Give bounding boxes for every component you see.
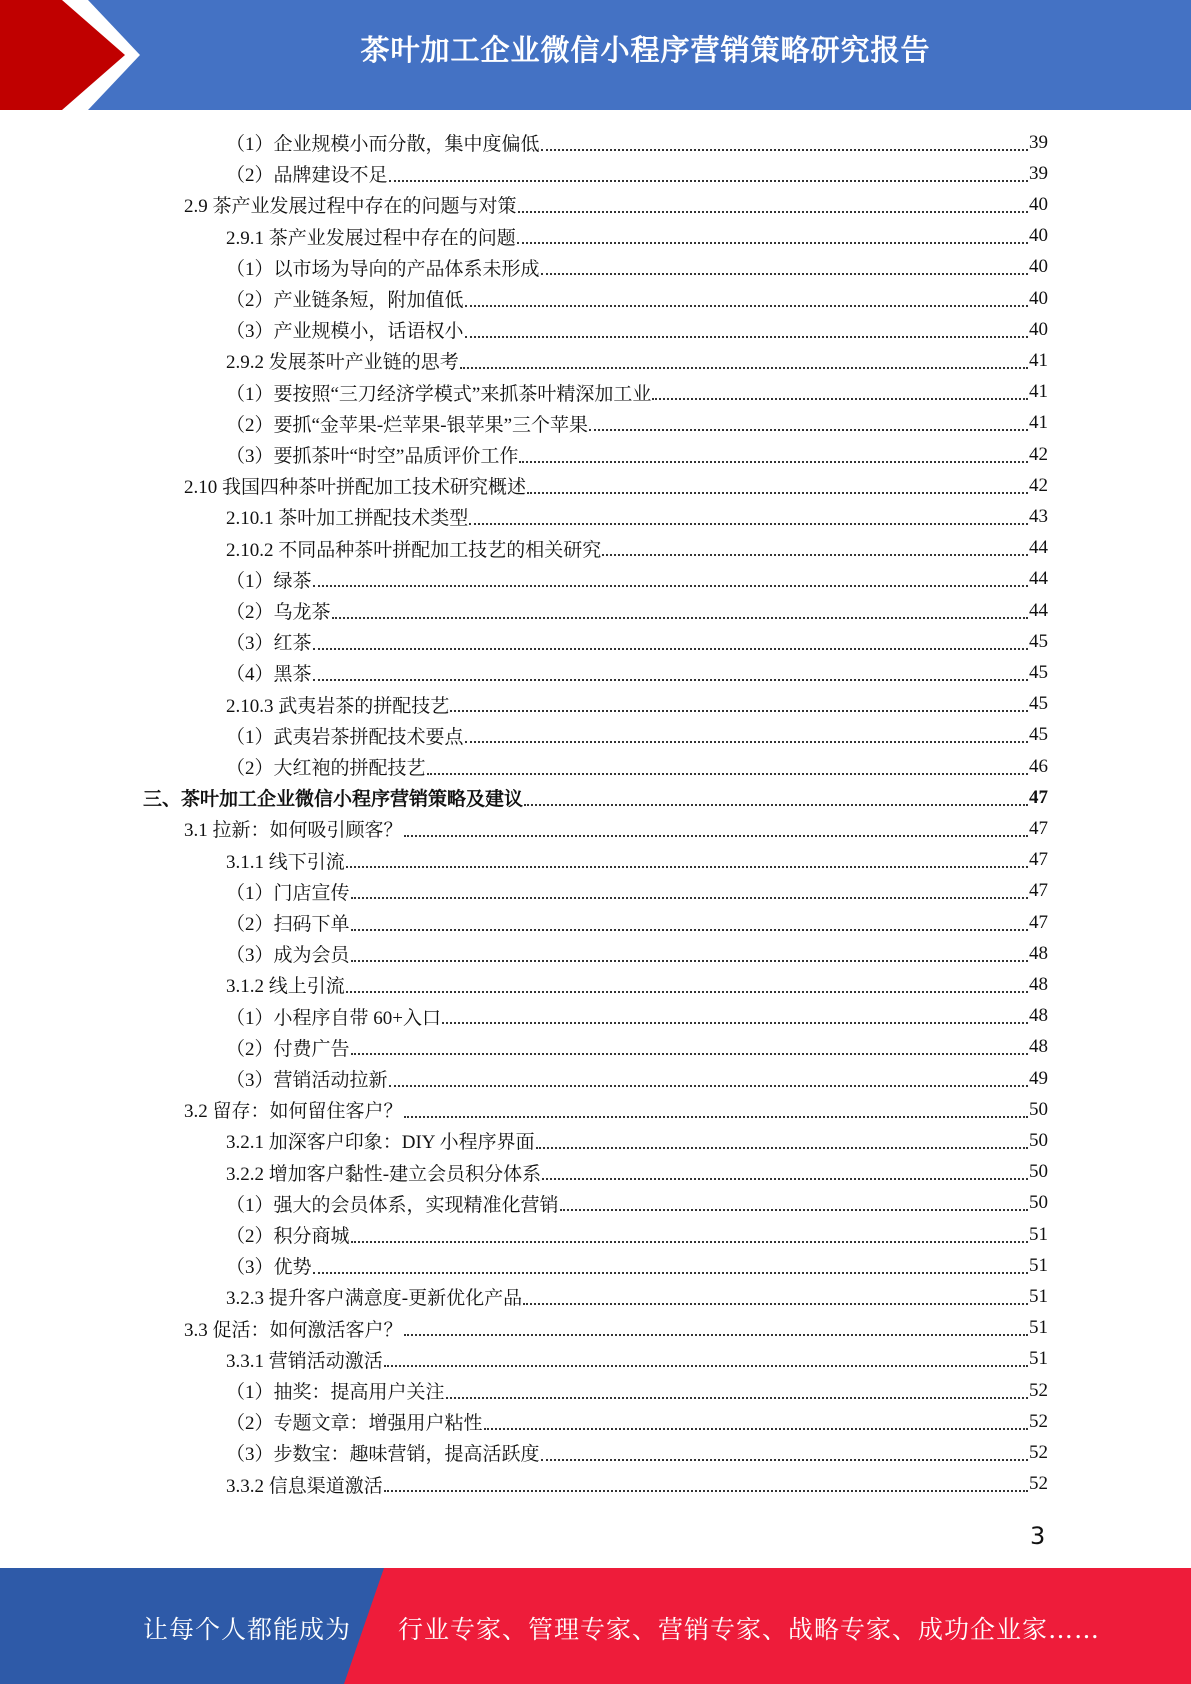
toc-dot-leader bbox=[384, 1490, 1028, 1492]
toc-entry-title: 三、茶叶加工企业微信小程序营销策略及建议 bbox=[143, 789, 524, 811]
page-number: 3 bbox=[1030, 1522, 1046, 1550]
toc-entry[interactable] bbox=[226, 1219, 1048, 1250]
toc-entry-title: （2）扫码下单 bbox=[226, 914, 350, 935]
toc-entry[interactable] bbox=[226, 1406, 1048, 1437]
toc-entry-title: （1）企业规模小而分散，集中度偏低 bbox=[226, 134, 540, 155]
toc-dot-leader bbox=[346, 866, 1028, 868]
toc-entry-page: 46 bbox=[1029, 755, 1048, 777]
toc-entry[interactable] bbox=[226, 595, 1048, 626]
toc-entry-title: （3）步数宝：趣味营销，提高活跃度 bbox=[226, 1444, 540, 1466]
toc-dot-leader bbox=[404, 1116, 1028, 1118]
toc-entry-title: （1）强大的会员体系，实现精准化营销 bbox=[226, 1194, 559, 1216]
toc-entry[interactable] bbox=[226, 1032, 1048, 1063]
toc-entry-page: 47 bbox=[1029, 849, 1048, 871]
toc-entry-page: 44 bbox=[1029, 599, 1048, 621]
toc-entry-title: 2.10.3 武夷岩茶的拼配技艺 bbox=[226, 695, 450, 717]
toc-entry-page: 40 bbox=[1029, 225, 1048, 247]
toc-entry-title: （3）产业规模小，话语权小 bbox=[226, 321, 464, 343]
toc-entry-title: （2）品牌建设不足 bbox=[226, 165, 388, 187]
toc-entry-page: 42 bbox=[1029, 443, 1048, 465]
toc-entry-title: 3.3 促活：如何激活客户？ bbox=[184, 1319, 403, 1341]
toc-entry-page: 48 bbox=[1029, 1005, 1048, 1027]
toc-entry-title: （2）要抓“金苹果-烂苹果-银苹果”三个苹果 bbox=[226, 414, 589, 436]
toc-entry[interactable] bbox=[226, 1344, 1048, 1375]
toc-entry[interactable] bbox=[226, 969, 1048, 1000]
toc-entry-page: 44 bbox=[1029, 568, 1048, 590]
toc-entry-page: 50 bbox=[1029, 1161, 1048, 1183]
toc-entry[interactable] bbox=[226, 158, 1048, 189]
toc-dot-leader bbox=[523, 1303, 1028, 1305]
toc-dot-leader bbox=[602, 554, 1028, 556]
toc-dot-leader bbox=[389, 180, 1028, 182]
toc-entry[interactable] bbox=[226, 314, 1048, 345]
toc-entry[interactable] bbox=[184, 470, 1048, 501]
footer-banner bbox=[0, 1568, 1191, 1684]
toc-entry[interactable] bbox=[143, 782, 1048, 813]
toc-dot-leader bbox=[465, 336, 1028, 338]
toc-entry-title: （2）专题文章：增强用户粘性 bbox=[226, 1413, 483, 1435]
toc-entry-page: 43 bbox=[1029, 505, 1048, 527]
toc-dot-leader bbox=[313, 585, 1028, 587]
toc-entry[interactable] bbox=[226, 876, 1048, 907]
toc-entry[interactable] bbox=[226, 907, 1048, 938]
toc-dot-leader bbox=[389, 1085, 1028, 1087]
toc-dot-leader bbox=[518, 211, 1028, 213]
toc-entry[interactable] bbox=[226, 1375, 1048, 1406]
toc-entry[interactable] bbox=[226, 252, 1048, 283]
toc-entry[interactable] bbox=[184, 1094, 1048, 1125]
toc-entry-page: 50 bbox=[1029, 1129, 1048, 1151]
toc-entry-page: 44 bbox=[1029, 537, 1048, 559]
toc-dot-leader bbox=[351, 1241, 1028, 1243]
toc-entry-page: 45 bbox=[1029, 630, 1048, 652]
toc-entry-page: 39 bbox=[1029, 162, 1048, 184]
toc-entry[interactable] bbox=[226, 1063, 1048, 1094]
footer-slogan-left: 让每个人都能成为 bbox=[143, 1615, 352, 1644]
toc-entry-title: （3）红茶 bbox=[226, 633, 312, 655]
toc-dot-leader bbox=[541, 1459, 1028, 1461]
toc-dot-leader bbox=[517, 242, 1028, 244]
header-banner bbox=[0, 0, 1191, 110]
toc-dot-leader bbox=[351, 960, 1028, 962]
toc-entry-page: 47 bbox=[1029, 911, 1048, 933]
toc-entry[interactable] bbox=[226, 127, 1048, 158]
toc-entry-page: 41 bbox=[1029, 412, 1048, 434]
toc-entry-title: 2.10.2 不同品种茶叶拼配加工技艺的相关研究 bbox=[226, 539, 602, 561]
toc-entry-title: （1）抽奖：提高用户关注 bbox=[226, 1382, 445, 1403]
toc-entry-title: 2.9.2 发展茶叶产业链的思考 bbox=[226, 352, 459, 374]
toc-dot-leader bbox=[469, 523, 1028, 525]
toc-dot-leader bbox=[519, 461, 1028, 463]
toc-entry-title: （2）产业链条短，附加值低 bbox=[226, 290, 464, 311]
toc-dot-leader bbox=[652, 398, 1028, 400]
toc-dot-leader bbox=[404, 835, 1028, 837]
toc-entry-page: 48 bbox=[1029, 973, 1048, 995]
toc-dot-leader bbox=[450, 710, 1028, 712]
toc-entry[interactable] bbox=[226, 533, 1048, 564]
toc-dot-leader bbox=[313, 648, 1028, 650]
toc-entry[interactable] bbox=[226, 1281, 1048, 1312]
toc-entry-title: （4）黑茶 bbox=[226, 664, 312, 686]
toc-entry-page: 45 bbox=[1029, 661, 1048, 683]
toc-entry[interactable] bbox=[226, 345, 1048, 376]
toc-entry-title: （1）以市场为导向的产品体系未形成 bbox=[226, 258, 540, 280]
toc-entry-page: 41 bbox=[1029, 349, 1048, 371]
toc-dot-leader bbox=[542, 1178, 1028, 1180]
toc-entry-page: 51 bbox=[1029, 1348, 1048, 1370]
toc-entry-title: （3）成为会员 bbox=[226, 945, 350, 967]
toc-entry-page: 40 bbox=[1029, 193, 1048, 215]
toc-entry[interactable] bbox=[226, 221, 1048, 252]
toc-dot-leader bbox=[351, 1053, 1028, 1055]
toc-entry-page: 42 bbox=[1029, 474, 1048, 496]
toc-entry-page: 52 bbox=[1029, 1473, 1048, 1495]
toc-entry-title: 2.9 茶产业发展过程中存在的问题与对策 bbox=[184, 196, 517, 218]
toc-entry-title: （1）小程序自带 60+入口 bbox=[226, 1007, 441, 1029]
toc-entry-title: 2.10.1 茶叶加工拼配技术类型 bbox=[226, 508, 469, 530]
toc-entry-page: 50 bbox=[1029, 1098, 1048, 1120]
toc-dot-leader bbox=[313, 1272, 1028, 1274]
toc-dot-leader bbox=[313, 679, 1028, 681]
toc-entry-title: （1）绿茶 bbox=[226, 570, 312, 592]
toc-entry[interactable] bbox=[226, 1125, 1048, 1156]
toc-dot-leader bbox=[560, 1209, 1028, 1211]
toc-dot-leader bbox=[404, 1334, 1028, 1336]
toc-entry-page: 49 bbox=[1029, 1067, 1048, 1089]
toc-entry-page: 45 bbox=[1029, 724, 1048, 746]
toc-entry-page: 45 bbox=[1029, 693, 1048, 715]
toc-dot-leader bbox=[332, 617, 1028, 619]
toc-entry[interactable] bbox=[226, 377, 1048, 408]
toc-entry-title: 3.1.1 线下引流 bbox=[226, 851, 345, 873]
toc-entry[interactable] bbox=[226, 1157, 1048, 1188]
toc-entry-page: 51 bbox=[1029, 1285, 1048, 1307]
toc-entry-page: 47 bbox=[1029, 786, 1048, 808]
toc-dot-leader bbox=[384, 1365, 1028, 1367]
toc-entry-page: 52 bbox=[1029, 1410, 1048, 1432]
toc-entry-title: （1）要按照“三刀经济学模式”来抓茶叶精深加工业 bbox=[226, 383, 652, 405]
toc-entry-page: 48 bbox=[1029, 1036, 1048, 1058]
toc-entry[interactable] bbox=[226, 408, 1048, 439]
toc-entry-title: 3.1.2 线上引流 bbox=[226, 976, 345, 998]
toc-entry-page: 40 bbox=[1029, 287, 1048, 309]
toc-entry-title: （3）优势 bbox=[226, 1257, 312, 1279]
toc-entry[interactable] bbox=[226, 657, 1048, 688]
toc-entry-page: 41 bbox=[1029, 381, 1048, 403]
toc-entry-title: （1）门店宣传 bbox=[226, 882, 350, 904]
toc-entry-title: （2）付费广告 bbox=[226, 1038, 350, 1060]
toc-entry-title: （2）积分商城 bbox=[226, 1226, 350, 1247]
toc-dot-leader bbox=[446, 1397, 1028, 1399]
toc-dot-leader bbox=[346, 991, 1028, 993]
toc-entry[interactable] bbox=[184, 813, 1048, 844]
toc-dot-leader bbox=[442, 1022, 1028, 1024]
toc-dot-leader bbox=[524, 804, 1028, 806]
toc-entry-page: 47 bbox=[1029, 817, 1048, 839]
toc-dot-leader bbox=[541, 273, 1028, 275]
toc-entry-title: 3.2 留存：如何留住客户？ bbox=[184, 1101, 403, 1123]
toc-entry[interactable] bbox=[226, 938, 1048, 969]
toc-entry[interactable] bbox=[226, 1437, 1048, 1468]
toc-entry-title: 3.3.2 信息渠道激活 bbox=[226, 1475, 383, 1497]
toc-entry-page: 39 bbox=[1029, 131, 1048, 153]
toc-dot-leader bbox=[465, 305, 1028, 307]
toc-entry[interactable] bbox=[226, 1469, 1048, 1500]
toc-entry[interactable] bbox=[184, 189, 1048, 220]
toc-entry-title: 3.2.2 增加客户黏性-建立会员积分体系 bbox=[226, 1163, 542, 1185]
toc-entry[interactable] bbox=[226, 845, 1048, 876]
toc-entry-page: 51 bbox=[1029, 1317, 1048, 1339]
toc-dot-leader bbox=[536, 1147, 1028, 1149]
toc-entry-title: 3.2.1 加深客户印象：DIY 小程序界面 bbox=[226, 1132, 535, 1154]
toc-entry-title: 3.1 拉新：如何吸引顾客？ bbox=[184, 820, 403, 842]
toc-entry-page: 40 bbox=[1029, 318, 1048, 340]
toc-entry[interactable] bbox=[226, 689, 1048, 720]
toc-dot-leader bbox=[427, 773, 1028, 775]
toc-entry[interactable] bbox=[226, 1250, 1048, 1281]
toc-dot-leader bbox=[351, 897, 1028, 899]
toc-dot-leader bbox=[351, 929, 1028, 931]
toc-entry[interactable] bbox=[226, 751, 1048, 782]
toc-dot-leader bbox=[541, 149, 1028, 151]
toc-entry[interactable] bbox=[226, 720, 1048, 751]
report-title: 茶叶加工企业微信小程序营销策略研究报告 bbox=[360, 33, 931, 67]
toc-entry-title: 2.10 我国四种茶叶拼配加工技术研究概述 bbox=[184, 477, 527, 499]
toc-entry-page: 48 bbox=[1029, 942, 1048, 964]
toc-entry[interactable] bbox=[226, 564, 1048, 595]
toc-entry-page: 52 bbox=[1029, 1441, 1048, 1463]
toc-entry-page: 51 bbox=[1029, 1223, 1048, 1245]
toc-entry-title: （3）营销活动拉新 bbox=[226, 1070, 388, 1091]
toc-entry[interactable] bbox=[226, 1188, 1048, 1219]
toc-entry-title: 3.2.3 提升客户满意度-更新优化产品 bbox=[226, 1288, 523, 1310]
toc-entry-title: （3）要抓茶叶“时空”品质评价工作 bbox=[226, 446, 519, 467]
toc-entry-title: （1）武夷岩茶拼配技术要点 bbox=[226, 726, 464, 748]
toc-entry[interactable] bbox=[226, 626, 1048, 657]
footer-slogan-right: 行业专家、管理专家、营销专家、战略专家、成功企业家…… bbox=[398, 1615, 1101, 1644]
toc-dot-leader bbox=[460, 367, 1028, 369]
toc-dot-leader bbox=[527, 492, 1028, 494]
toc-dot-leader bbox=[465, 741, 1028, 743]
toc-entry-page: 47 bbox=[1029, 880, 1048, 902]
toc-entry-title: （2）大红袍的拼配技艺 bbox=[226, 758, 426, 779]
toc-entry[interactable] bbox=[226, 283, 1048, 314]
toc-entry[interactable] bbox=[226, 501, 1048, 532]
toc-entry[interactable] bbox=[184, 1313, 1048, 1344]
toc-entry-page: 50 bbox=[1029, 1192, 1048, 1214]
toc-entry[interactable] bbox=[226, 439, 1048, 470]
toc-dot-leader bbox=[589, 429, 1028, 431]
toc-entry-page: 51 bbox=[1029, 1254, 1048, 1276]
toc-entry[interactable] bbox=[226, 1001, 1048, 1032]
toc-dot-leader bbox=[484, 1428, 1028, 1430]
toc-entry-title: 3.3.1 营销活动激活 bbox=[226, 1350, 383, 1372]
toc-entry-page: 40 bbox=[1029, 256, 1048, 278]
toc-entry-title: 2.9.1 茶产业发展过程中存在的问题 bbox=[226, 227, 516, 249]
toc-entry-title: （2）乌龙茶 bbox=[226, 602, 331, 623]
toc-entry-page: 52 bbox=[1029, 1379, 1048, 1401]
